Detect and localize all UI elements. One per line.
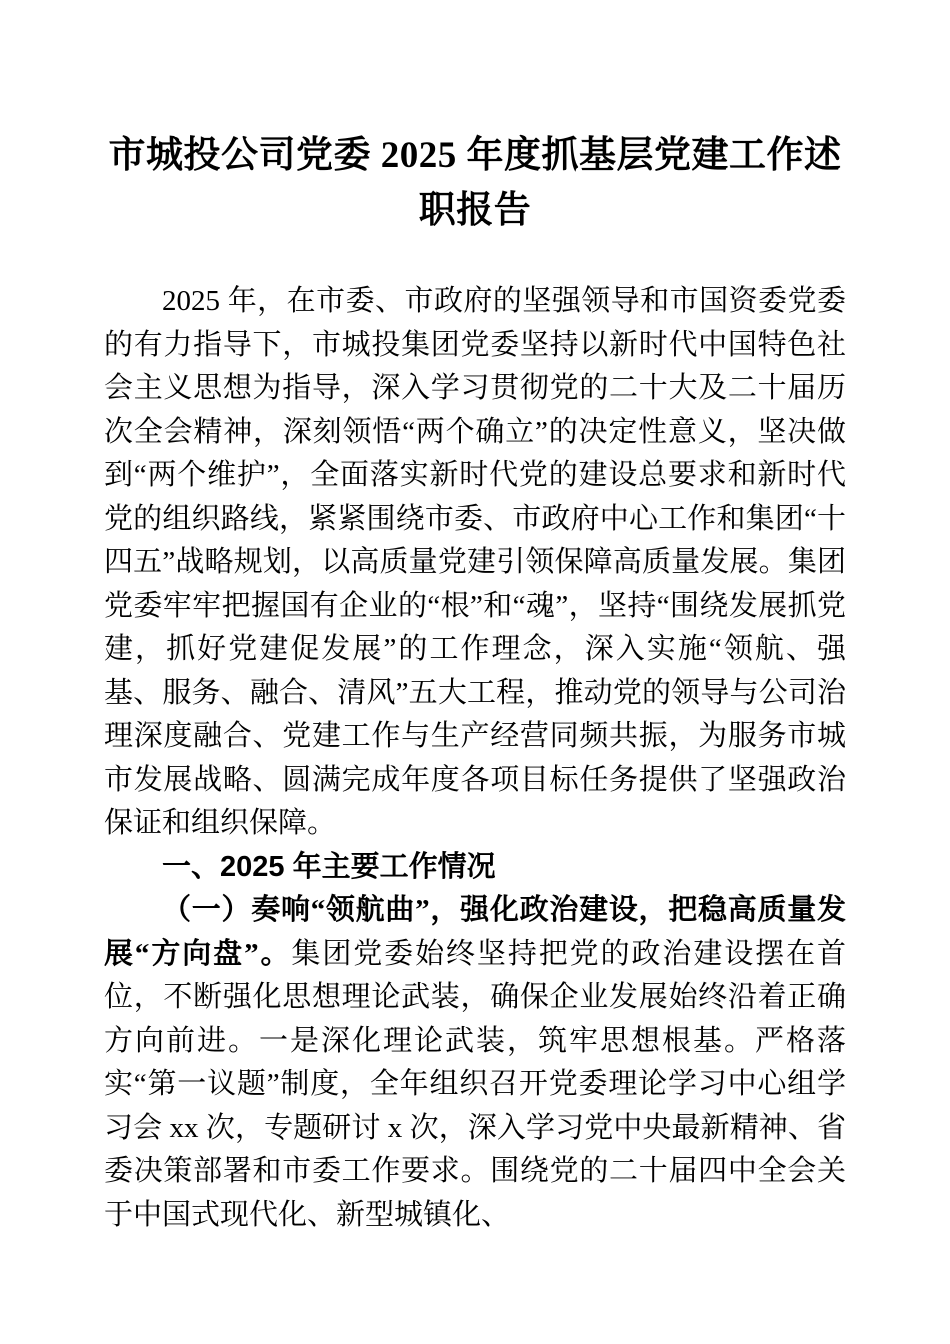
subsection-1-paragraph <box>104 889 846 1237</box>
document-title: 市城投公司党委 2025 年度抓基层党建工作述职报告 <box>108 135 842 231</box>
section-1-heading: 一、2025 年主要工作情况 <box>162 850 496 883</box>
intro-paragraph: 2025 年，在市委、市政府的坚强领导和市国资委党委的有力指导下，市城投集团党委坚持以新时代中国特色社会主义思想为指导，深入学习贯彻党的二十大及二十届历次全会精神，深刻领悟“两个确立”的决定性意义，坚决做到“两个维护”，全面落实新时代党的建设总要求和新时代党的组织路线，紧紧围绕市委、市政府中心工作和集团“十四五”战略规划，以高质量党建引领保障高质量发展。集团党委牢牢把握国有企业的“根”和“魂”，坚持“围绕发展抓党建，抓好党建促发展”的工作理念，深入实施“领航、强基、服务、融合、清风”五大工程，推动党的领导与公司治理深度融合、党建工作与生产经营同频共振，为服务市城市发展战略、圆满完成年度各项目标任务提供了坚强政治保证和组织保障。 <box>104 285 846 839</box>
subsection-1-body: 集团党委始终坚持把党的政治建设摆在首位，不断强化思想理论武装，确保企业发展始终沿着正确方向前进。一是深化理论武装，筑牢思想根基。严格落实“第一议题”制度，全年组织召开党委理论学习中心组学习会 xx 次，专题研讨 x 次，深入学习党中央最新精神、省委决策部署和市委工作要求。围绕党的二十届四中全会关于中国式现代化、新型城镇化、 <box>104 937 846 1231</box>
subsection-1-lead: （一）奏响“领航曲”，强化政治建设，把稳高质量发展“方向盘”。 <box>104 894 846 970</box>
